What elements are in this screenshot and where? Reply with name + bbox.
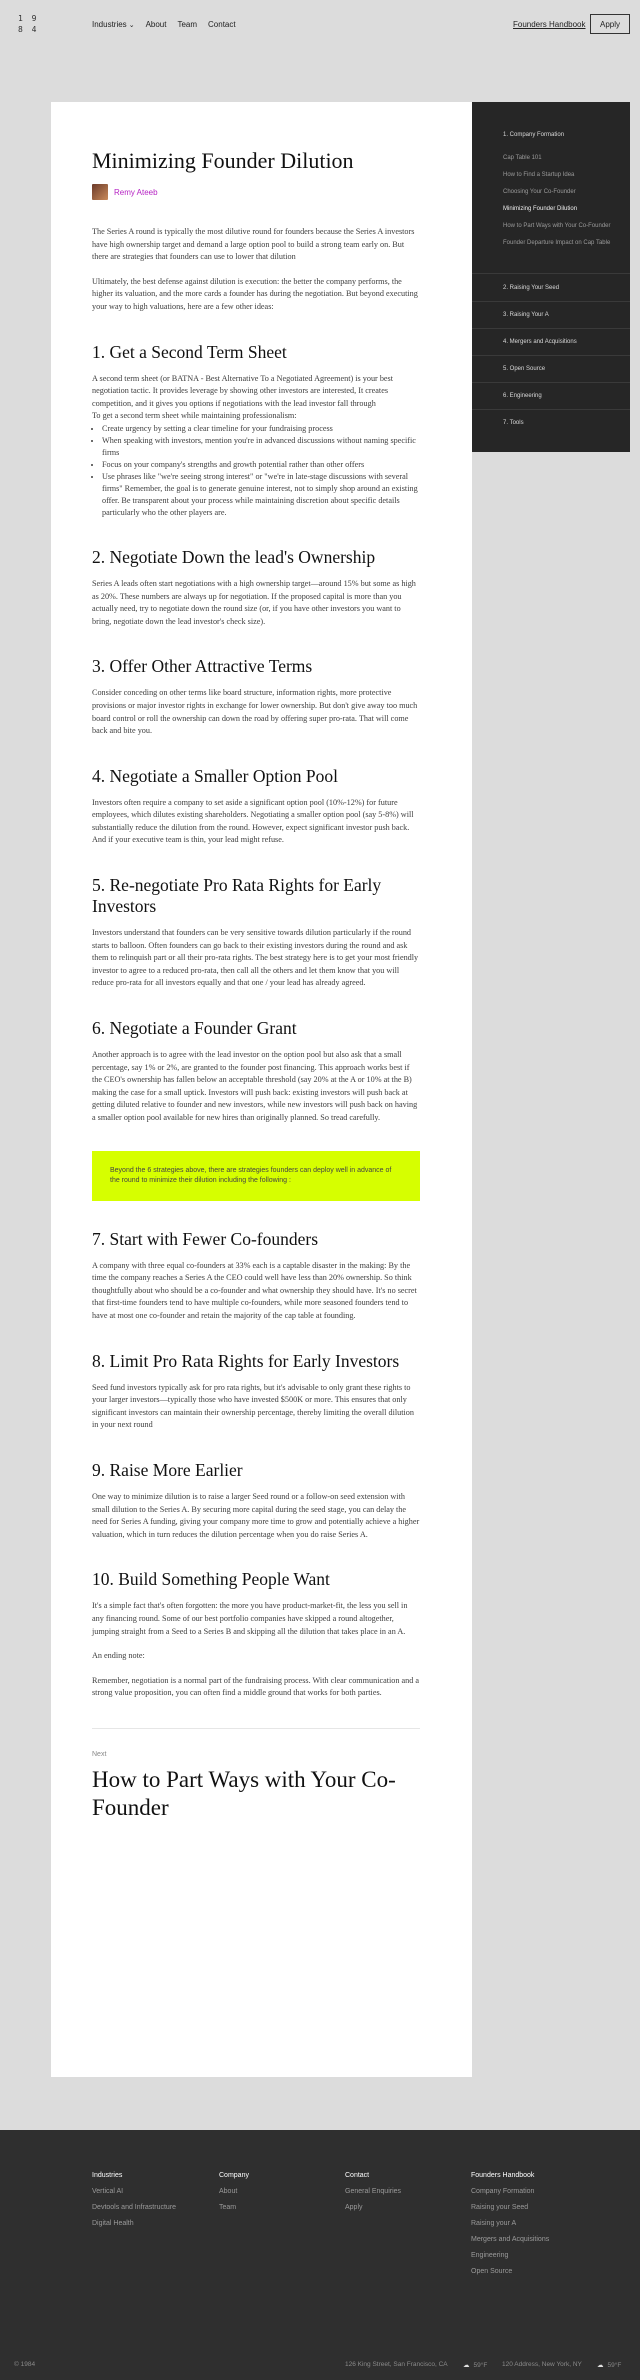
divider (472, 355, 630, 356)
nav-contact[interactable]: Contact (208, 20, 236, 29)
section-heading: 5. Re-negotiate Pro Rata Rights for Early Investors (92, 875, 382, 917)
article-title: Minimizing Founder Dilution (92, 148, 354, 173)
toc-subitem-active[interactable]: Minimizing Founder Dilution (503, 206, 578, 212)
intro-paragraph: The Series A round is typically the most dilutive round for founders because the Series A investors have high ownership target and demand a large option pool to build a strong team early on. But there are strategies that founders can use to lower that dilution (92, 227, 415, 262)
chevron-down-icon: ⌄ (128, 22, 135, 29)
temperature: 59°F (607, 2362, 622, 2369)
toc-subitem[interactable]: Choosing Your Co-Founder (503, 189, 576, 195)
weather-ny (597, 2361, 621, 2369)
section-paragraph: A company with three equal co-founders at 33% each is a captable disaster in the making: By the time the company reaches a Series A the CEO could well have less than 20% ownership. So think thoughtfully about who should be a co-founder and what ownership they should have. It's no secret that first-time founders tend to have multiple co-founders, while more seasoned founders tend to have at most one co-founder and retain the majority of the cap table at founding. (92, 1260, 417, 1320)
section-paragraph: To get a second term sheet while maintaining professionalism: (92, 411, 297, 421)
footer-column-founders-handbook (471, 2172, 549, 2284)
founders-handbook-link[interactable]: Founders Handbook (513, 20, 586, 29)
author-name[interactable]: Remy Ateeb (114, 187, 158, 197)
footer-link[interactable]: Engineering (471, 2252, 509, 2259)
footer-link[interactable]: About (219, 2188, 238, 2195)
next-label: Next (92, 1750, 107, 1758)
footer-link[interactable]: Mergers and Acquisitions (471, 2236, 550, 2243)
toc-section[interactable]: 5. Open Source (503, 366, 546, 372)
section-heading: 4. Negotiate a Smaller Option Pool (92, 765, 338, 786)
toc-subitem[interactable]: How to Part Ways with Your Co-Founder (503, 223, 611, 229)
article-card (51, 102, 472, 2077)
toc-section[interactable]: 3. Raising Your A (503, 312, 549, 318)
article (92, 148, 420, 1822)
office-address-ny: 120 Address, New York, NY (502, 2361, 582, 2368)
top-navigation (0, 0, 640, 60)
cloud-icon: ☁ (463, 2362, 470, 2369)
toc-section[interactable]: 7. Tools (503, 420, 524, 426)
footer-heading: Founders Handbook (471, 2172, 535, 2179)
divider (472, 301, 630, 302)
logo-line-2: 8 4 (18, 25, 39, 34)
handbook-toc-sidebar (472, 102, 630, 452)
section-heading: 3. Offer Other Attractive Terms (92, 656, 313, 677)
section-paragraph: One way to minimize dilution is to raise a larger Seed round or a follow-on seed extension with small dilution to the Series A. By securing more capital during the seed stage, you can delay the need for Series A funding, giving your company more time to grow and potentially achieve a higher valuation, which in turn reduces the dilution percentage when you do raise Series A. (92, 1491, 420, 1539)
footer-heading: Contact (345, 2172, 370, 2179)
list-item: • Use phrases like "we're seeing strong interest" or "we're in late-stage discussions with several firms" Remember, the goal is to generate genuine interest, not to simply shop around an existing offer. Be transparent about your process while maintaining discretion about specific details particularly who the other players are. (102, 471, 420, 519)
footer-link[interactable]: Apply (345, 2204, 363, 2211)
divider (92, 1728, 420, 1729)
logo[interactable] (18, 13, 38, 35)
section-paragraph: Investors understand that founders can be very sensitive towards dilution particularly if the round starts to balloon. Often founders can go back to their existing investors during the round and ask them to relinquish part or all their pro-rata rights. The best strategy here is to get your most friendly investor to agree to a reduced pro-rata, then call all the others and let them know that you will reduce pro-rata for all investors equally and that one / your lead has already agreed. (92, 928, 419, 988)
toc-section[interactable]: 4. Mergers and Acquisitions (503, 339, 577, 345)
section-paragraph: Remember, negotiation is a normal part of the fundraising process. With clear communication and a strong value proposition, you can often find a middle ground that works for both parties. (92, 1675, 420, 1698)
footer-heading: Industries (92, 2172, 123, 2179)
main-nav (92, 20, 236, 29)
strategy-list (102, 423, 420, 519)
callout-box: Beyond the 6 strategies above, there are strategies founders can deploy well in advance of the round to minimize their dilution including the following : (92, 1151, 420, 1201)
toc-subitem[interactable]: How to Find a Startup Idea (503, 172, 575, 178)
office-address-sf: 126 King Street, San Francisco, CA (345, 2361, 448, 2368)
section-paragraph: A second term sheet (or BATNA - Best Alternative To a Negotiated Agreement) is your best negotiation tactic. It provides leverage by showing other investors are interested, It creates competition, and it gives you options if negotiations with the lead investor fall through (92, 373, 394, 408)
footer-column-company (219, 2172, 249, 2220)
intro-paragraph: Ultimately, the best defense against dilution is execution: the better the company performs, the higher its valuation, and the more cards a founder has during the negotiation. But beyond executing your way to high valuations, here are a few other ideas: (92, 276, 418, 311)
logo-line-1: 1 9 (18, 14, 39, 23)
footer-link[interactable]: Company Formation (471, 2188, 535, 2195)
section-heading: 7. Start with Fewer Co-founders (92, 1228, 319, 1249)
footer-link[interactable]: Open Source (471, 2268, 513, 2275)
list-item: • Focus on your company's strengths and growth potential rather than other offers (102, 459, 420, 471)
cloud-icon: ☁ (597, 2362, 604, 2369)
footer-link[interactable]: Digital Health (92, 2220, 134, 2227)
footer-column-industries (92, 2172, 176, 2236)
section-paragraph: Consider conceding on other terms like board structure, information rights, more protective provisions or major investor rights in exchange for lower ownership. But don't give away too much board control or roll the ownership can down the road by offering super pro-rata. That will come back and bite you. (92, 688, 418, 736)
footer-link[interactable]: Vertical AI (92, 2188, 124, 2195)
section-paragraph: Seed fund investors typically ask for pro rata rights, but it's advisable to only grant these rights to your larger investors—typically those who have invested $500K or more. This ensures that only significant investors can maintain their ownership percentage, thereby limiting the overall dilution in your next round (92, 1382, 414, 1430)
section-paragraph: Another approach is to agree with the lead investor on the option pool but also ask that a small percentage, say 1% or 2%, are granted to the founder post financing. This approach works best if the CEO's ownership has fallen below an acceptable threshold (say 20% at the A or 10% at the B) making the case for a small uptick. Investors will push back: existing investors will push back at getting diluted relative to founder and new investors, while new investors will push back on having a smaller option pool available for new hires than originally planned. So tread carefully. (92, 1050, 418, 1122)
toc-section[interactable]: 2. Raising Your Seed (503, 285, 560, 291)
divider (472, 382, 630, 383)
divider (472, 328, 630, 329)
nav-industries[interactable] (92, 20, 135, 29)
section-heading: 6. Negotiate a Founder Grant (92, 1018, 297, 1039)
section-heading: 10. Build Something People Want (92, 1569, 330, 1590)
toc-subitem[interactable]: Cap Table 101 (503, 155, 542, 161)
section-paragraph: It's a simple fact that's often forgotten: the more you have product-market-fit, the less you sell in any financing round. Some of our best portfolio companies have skipped a round altogether, jumping straight from a Seed to a Series B and skipping all the dilution that takes place in an A. (92, 1601, 408, 1636)
nav-about[interactable]: About (145, 20, 167, 29)
section-heading: 9. Raise More Earlier (92, 1459, 243, 1480)
footer-link[interactable]: Devtools and Infrastructure (92, 2204, 177, 2211)
toc-section-company-formation[interactable]: 1. Company Formation (503, 132, 565, 138)
divider (472, 409, 630, 410)
footer-heading: Company (219, 2172, 249, 2179)
section-paragraph: Series A leads often start negotiations with a high ownership target—around 15% but some as high as 20%. These numbers are always up for negotiation. If the proposed capital is more than you actually need, try to negotiate down the round size (or, if you have other investors you want to bring, negotiate down the lead investor's check size). (92, 578, 416, 626)
apply-button[interactable]: Apply (590, 14, 630, 34)
section-heading: 1. Get a Second Term Sheet (92, 341, 287, 362)
copyright: © 1984 (14, 2361, 36, 2368)
weather-sf (463, 2361, 487, 2369)
footer-link[interactable]: Raising your Seed (471, 2204, 529, 2211)
temperature: 59°F (473, 2362, 488, 2369)
section-heading: 2. Negotiate Down the lead's Ownership (92, 546, 376, 567)
nav-industries-label: Industries (92, 20, 127, 29)
footer-column-contact (345, 2172, 401, 2220)
footer-link[interactable]: General Enquiries (345, 2188, 402, 2195)
footer-link[interactable]: Team (219, 2204, 237, 2211)
next-article-link[interactable]: How to Part Ways with Your Co-Founder (92, 1766, 396, 1820)
section-paragraph: Investors often require a company to set aside a significant option pool (10%-12%) for future employees, which dilutes existing shareholders. Negotiating a smaller option pool (say 5-8%) will substantially reduce the dilution from the round. However, expect significant investor push back. And if your executive team is thin, your lead might refuse. (92, 797, 414, 845)
avatar (92, 184, 108, 200)
footer (0, 2130, 640, 2380)
toc-section[interactable]: 6. Engineering (503, 393, 542, 399)
author-byline (92, 184, 420, 200)
list-item: • Create urgency by setting a clear timeline for your fundraising process (102, 423, 420, 435)
section-paragraph: An ending note: (92, 1651, 145, 1661)
list-item: • When speaking with investors, mention you're in advanced discussions without naming specific firms (102, 435, 420, 459)
footer-link[interactable]: Raising your A (471, 2220, 517, 2227)
section-heading: 8. Limit Pro Rata Rights for Early Investors (92, 1350, 400, 1371)
divider (472, 273, 630, 274)
nav-team[interactable]: Team (177, 20, 198, 29)
toc-subitem[interactable]: Founder Departure Impact on Cap Table (503, 240, 611, 246)
